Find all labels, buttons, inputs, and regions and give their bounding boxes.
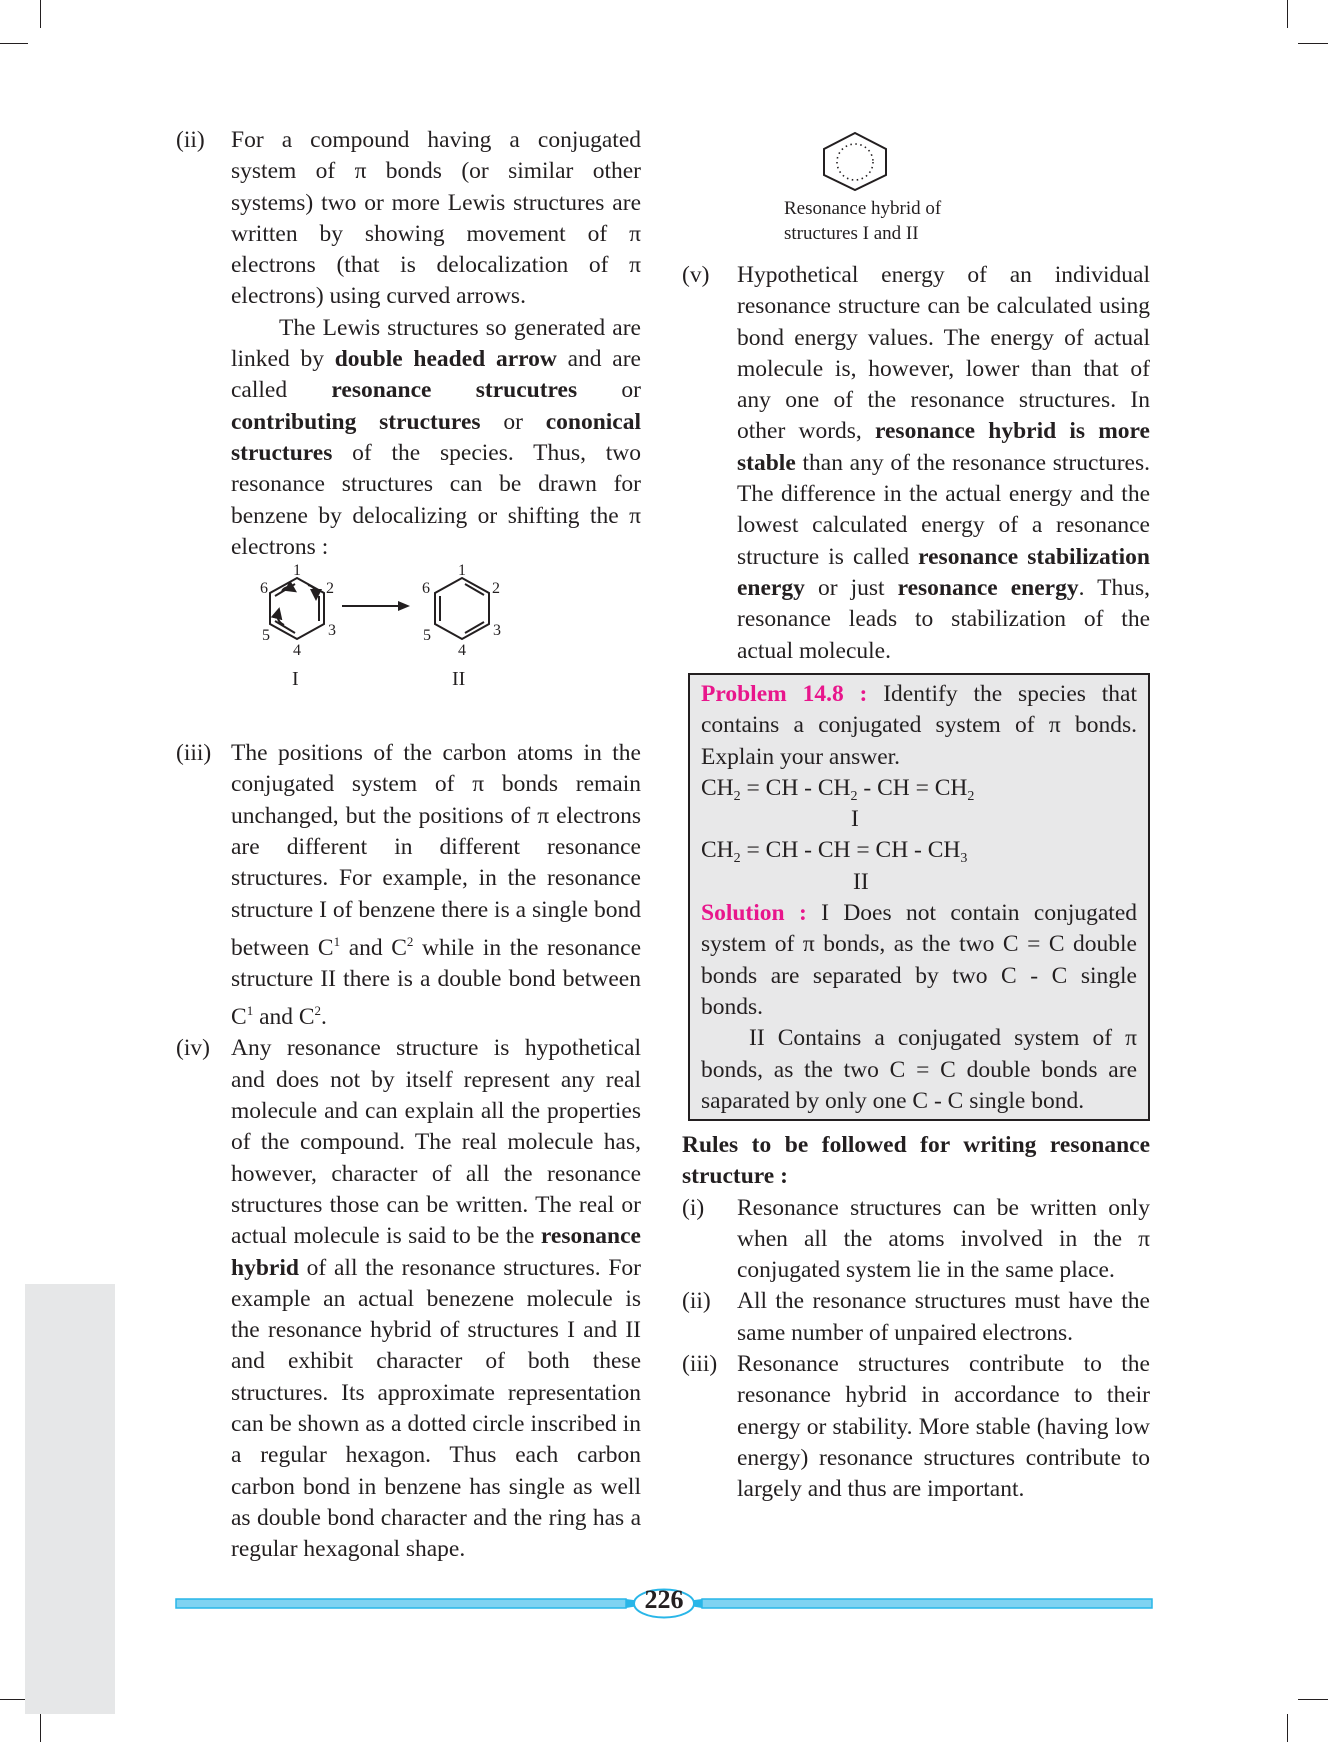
problem-box [688, 673, 1150, 1121]
crop-mark [1298, 1699, 1328, 1700]
label-4: 4 [293, 642, 301, 660]
paragraph: For a compound having a conjugated system of π bonds (or similar other systems) two or more Lewis structures are written by showing movement of π electrons (that is delocalization of π electrons) using curved arrows. [231, 127, 641, 310]
formula-II: $CH_2$ = CH - CH = CH - $CH_3$ [701, 837, 968, 867]
crop-mark [40, 1714, 41, 1742]
list-item-v [682, 260, 1150, 667]
formula-label-II: II [853, 868, 869, 895]
label-5: 5 [262, 627, 270, 645]
item-number: (ii) [176, 127, 205, 153]
label-4: 4 [458, 642, 466, 660]
crop-mark [1298, 43, 1328, 44]
hybrid-caption: Resonance hybrid of structures I and II [784, 198, 942, 244]
item-number: (v) [682, 262, 710, 288]
label-2: 2 [492, 580, 500, 598]
paragraph: The Lewis structures so generated are linked by double headed arrow and are called resonance strucutres or contributing structures or cononical structures of the species. Thus, two resonance structures can be drawn for benzene by delocalizing or shifting the π electrons : [231, 314, 642, 560]
crop-mark [1287, 1714, 1288, 1742]
structure-label-I: I [292, 668, 299, 691]
paragraph: Hypothetical energy of an individual resonance structure can be calculated using bond energy values. The energy of actual molecule is, however, lower than that of any one of the resonance structures. In other words, resonance hybrid is more stable than any of the resonance structures. The difference in the actual energy and the lowest calculated energy of a resonance structure is called resonance stabilization energy or just resonance energy. Thus, resonance leads to stabilization of the actual molecule. [737, 262, 1150, 664]
benzene-resonance-figure [176, 563, 641, 738]
formula-label-I: I [851, 806, 859, 833]
solution-heading: Solution : [701, 900, 807, 927]
rules-section [682, 1130, 1150, 1506]
solution-text: Solution : I Does not contain conjugated system of π bonds, as the two C = C double bonds are separated by two C - C single bonds. [701, 900, 1137, 1020]
side-tab [25, 1284, 115, 1714]
solution-text-2: II Contains a conjugated system of π bonds, as the two C = C double bonds are saparated by only one C - C single bond. [701, 1025, 1137, 1114]
label-5: 5 [423, 627, 431, 645]
benzene-structures-svg [262, 563, 552, 693]
page-number: 226 [644, 1585, 684, 1614]
label-1: 1 [293, 562, 301, 580]
label-3: 3 [493, 622, 501, 640]
rule-item: (ii) All the resonance structures must have the same number of unpaired electrons. [682, 1288, 1150, 1346]
problem-heading: Problem 14.8 : [701, 681, 868, 707]
left-column [176, 125, 641, 1566]
label-1: 1 [458, 562, 466, 580]
item-number: (iv) [176, 1035, 210, 1062]
crop-mark [0, 43, 28, 44]
paragraph: Any resonance structure is hypothetical and does not by itself represent any real molecule and can explain all the properties of the compound. The real molecule has, however, character of all the resonance structures those can be written. The real or actual molecule is said to be the resonance hybrid of all the resonance structures. For example an actual benezene molecule is the resonance hybrid of structures I and II and exhibit character of both these structures. Its approximate representation can be shown as a dotted circle inscribed in a regular hexagon. Thus each carbon carbon bond in benzene has single as well as double bond character and the ring has a regular hexagonal shape. [231, 1035, 641, 1563]
structure-label-II: II [452, 668, 466, 691]
rule-item: (iii) Resonance structures contribute to the resonance hybrid in accordance to their energy or stability. More stable (having low energy) resonance structures contribute to largely and thus are important. [682, 1351, 1150, 1503]
label-2: 2 [326, 580, 334, 598]
rule-item: (i) Resonance structures can be written only when all the atoms involved in the π conjugated system lie in the same place. [682, 1194, 1150, 1284]
list-item-ii [176, 125, 641, 563]
label-3: 3 [328, 622, 336, 640]
crop-mark [0, 1699, 28, 1700]
structure-II [435, 578, 489, 639]
label-6: 6 [422, 580, 430, 598]
list-item-iv [176, 1033, 641, 1565]
right-column-item-v [682, 260, 1150, 667]
resonance-hybrid-figure [820, 130, 890, 192]
crop-mark [1287, 0, 1288, 28]
paragraph: The positions of the carbon atoms in the conjugated system of π bonds remain unchanged, but the positions of π electrons are different in different resonance structures. For example, in the resonance structure I of benzene there is a single bond between $C^1$ and $C^2$ while in the resonance structure II there is a double bond between $C^1$ and $C^2$. [231, 740, 641, 1031]
item-number: (iii) [176, 740, 212, 767]
formula-I: $CH_2$ = CH - $CH_2$ - CH = $CH_2$ [701, 774, 975, 804]
crop-mark [40, 0, 41, 28]
problem-question: Problem 14.8 : Identify the species that contains a conjugated system of π bonds. Explain your answer. [701, 681, 1137, 770]
structure-I [270, 578, 324, 639]
list-item-iii [176, 738, 641, 1033]
rules-heading: Rules to be followed for writing resonance structure : [682, 1132, 1150, 1190]
label-6: 6 [260, 580, 268, 598]
